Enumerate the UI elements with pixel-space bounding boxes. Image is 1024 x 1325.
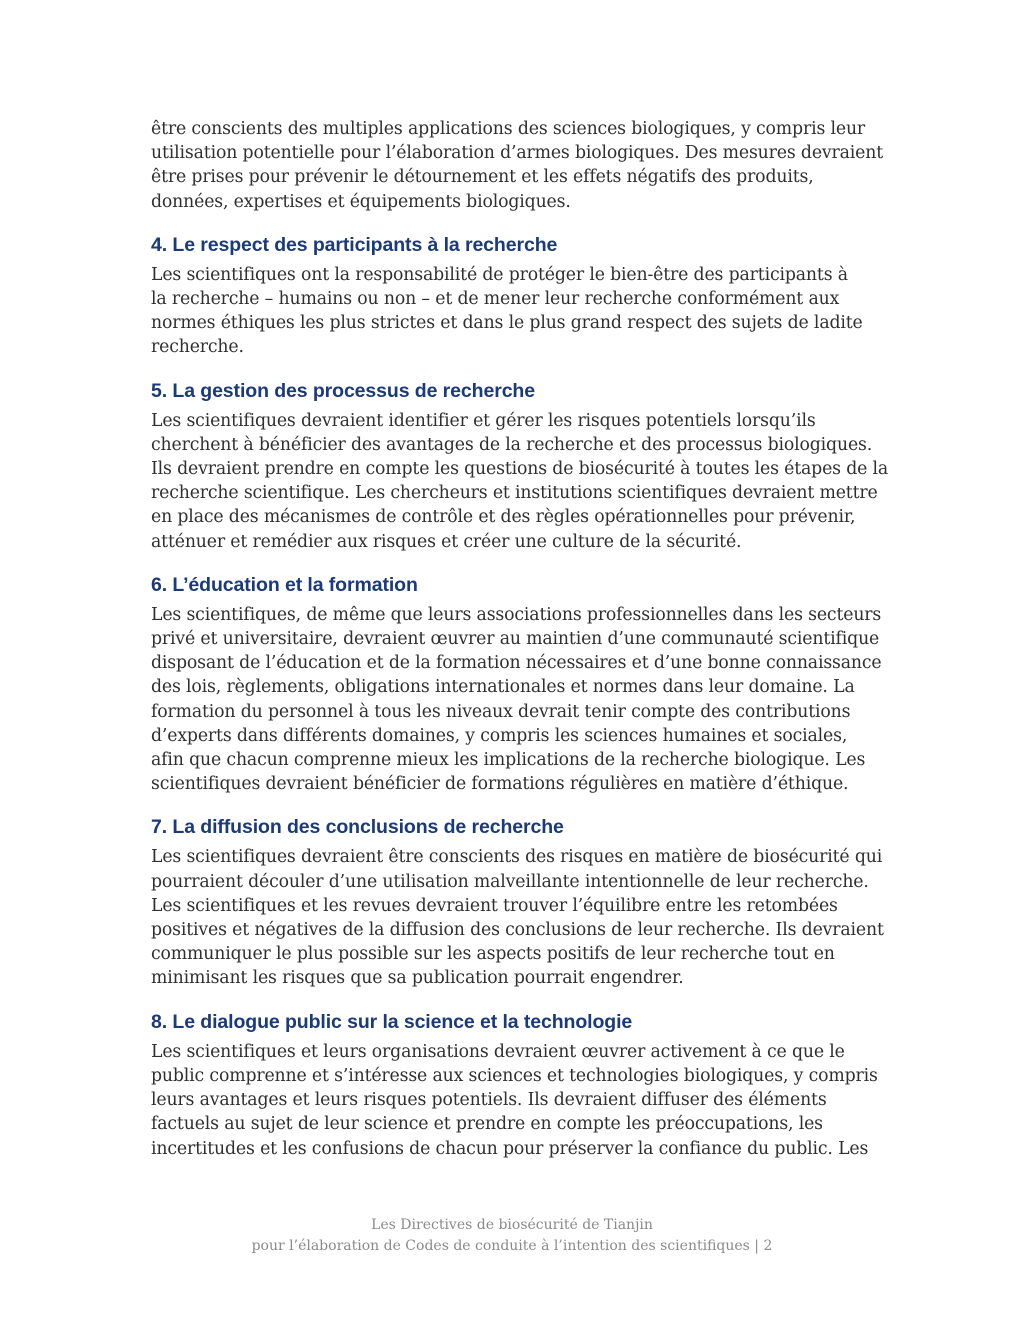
paragraph-line: Les scientifiques et les revues devraient trouver l’équilibre entre les retombées xyxy=(151,895,838,916)
paragraph-line: Les scientifiques devraient identifier et gérer les risques potentiels lorsqu’ils xyxy=(151,410,816,431)
paragraph-line: formation du personnel à tous les niveaux devrait tenir compte des contributions xyxy=(151,701,851,722)
paragraph-line: pourraient découler d’une utilisation malveillante intentionnelle de leur recherche. xyxy=(151,871,869,892)
footer-subtitle-page-number: pour l’élaboration de Codes de conduite à l’intention des scientifiques | 2 xyxy=(251,1238,773,1254)
section-heading: 7. La diffusion des conclusions de recherche xyxy=(151,816,564,839)
paragraph-line: d’experts dans différents domaines, y compris les sciences humaines et sociales, xyxy=(151,725,848,746)
paragraph-line: Ils devraient prendre en compte les questions de biosécurité à toutes les étapes de la xyxy=(151,459,889,480)
section-6 xyxy=(151,573,911,797)
section-heading: 8. Le dialogue public sur la science et la technologie xyxy=(151,1010,633,1033)
section-4 xyxy=(151,233,911,360)
section-heading: 5. La gestion des processus de recherche xyxy=(151,379,535,402)
paragraph-line: leurs avantages et leurs risques potentiels. Ils devraient diffuser des éléments xyxy=(151,1090,827,1111)
paragraph-line: Les scientifiques devraient être conscients des risques en matière de biosécurité qui xyxy=(151,847,883,868)
section-7 xyxy=(151,815,911,990)
paragraph-line: atténuer et remédier aux risques et créer une culture de la sécurité. xyxy=(151,531,742,552)
paragraph-line: privé et universitaire, devraient œuvrer au maintien d’une communauté scientifique xyxy=(151,629,880,650)
paragraph-line: être conscients des multiples applications des sciences biologiques, y compris leur xyxy=(151,119,866,139)
paragraph-line: afin que chacun comprenne mieux les implications de la recherche biologique. Les xyxy=(151,750,866,771)
paragraph-line: Les scientifiques ont la responsabilité de protéger le bien-être des participants à xyxy=(151,264,848,285)
paragraph-line: recherche. xyxy=(151,337,244,358)
paragraph-line: la recherche – humains ou non – et de mener leur recherche conformément aux xyxy=(151,289,840,310)
paragraph-line: normes éthiques les plus strictes et dans le plus grand respect des sujets de ladite xyxy=(151,313,863,334)
intro-paragraph xyxy=(151,117,911,214)
paragraph-line: positives et négatives de la diffusion des conclusions de leur recherche. Ils devraient xyxy=(151,920,884,941)
section-8 xyxy=(151,1010,911,1161)
paragraph-line: Les scientifiques, de même que leurs associations professionnelles dans les secteurs xyxy=(151,604,882,625)
paragraph-line: incertitudes et les confusions de chacun pour préserver la confiance du public. Les xyxy=(151,1138,869,1159)
paragraph-line: recherche scientifique. Les chercheurs et institutions scientifiques devraient mettre xyxy=(151,483,878,504)
paragraph-line: public comprenne et s’intéresse aux sciences et technologies biologiques, y compris xyxy=(151,1065,878,1086)
paragraph-line: scientifiques devraient bénéficier de formations régulières en matière d’éthique. xyxy=(151,774,849,795)
section-5 xyxy=(151,379,911,554)
paragraph-line: en place des mécanismes de contrôle et des règles opérationnelles pour prévenir, xyxy=(151,507,856,528)
paragraph-line: cherchent à bénéficier des avantages de la recherche et des processus biologiques. xyxy=(151,434,873,455)
section-heading: 6. L’éducation et la formation xyxy=(151,573,418,596)
paragraph-line: disposant de l’éducation et de la formation nécessaires et d’une bonne connaissance xyxy=(151,653,882,674)
paragraph-line: données, expertises et équipements biologiques. xyxy=(151,191,571,212)
footer-title: Les Directives de biosécurité de Tianjin xyxy=(371,1217,653,1233)
paragraph-line: communiquer le plus possible sur les aspects positifs de leur recherche tout en xyxy=(151,944,835,965)
paragraph-line: des lois, règlements, obligations internationales et normes dans leur domaine. La xyxy=(151,677,855,698)
paragraph-line: minimisant les risques que sa publication pourrait engendrer. xyxy=(151,968,684,989)
paragraph-line: utilisation potentielle pour l’élaboration d’armes biologiques. Des mesures devraient xyxy=(151,143,884,164)
document-page xyxy=(151,117,911,1161)
page-footer xyxy=(0,1215,1024,1257)
paragraph-line: Les scientifiques et leurs organisations devraient œuvrer activement à ce que le xyxy=(151,1041,845,1062)
paragraph-line: factuels au sujet de leur science et prendre en compte les préoccupations, les xyxy=(151,1114,823,1135)
section-heading: 4. Le respect des participants à la recherche xyxy=(151,233,558,256)
paragraph-line: être prises pour prévenir le détournement et les effets négatifs des produits, xyxy=(151,167,814,188)
